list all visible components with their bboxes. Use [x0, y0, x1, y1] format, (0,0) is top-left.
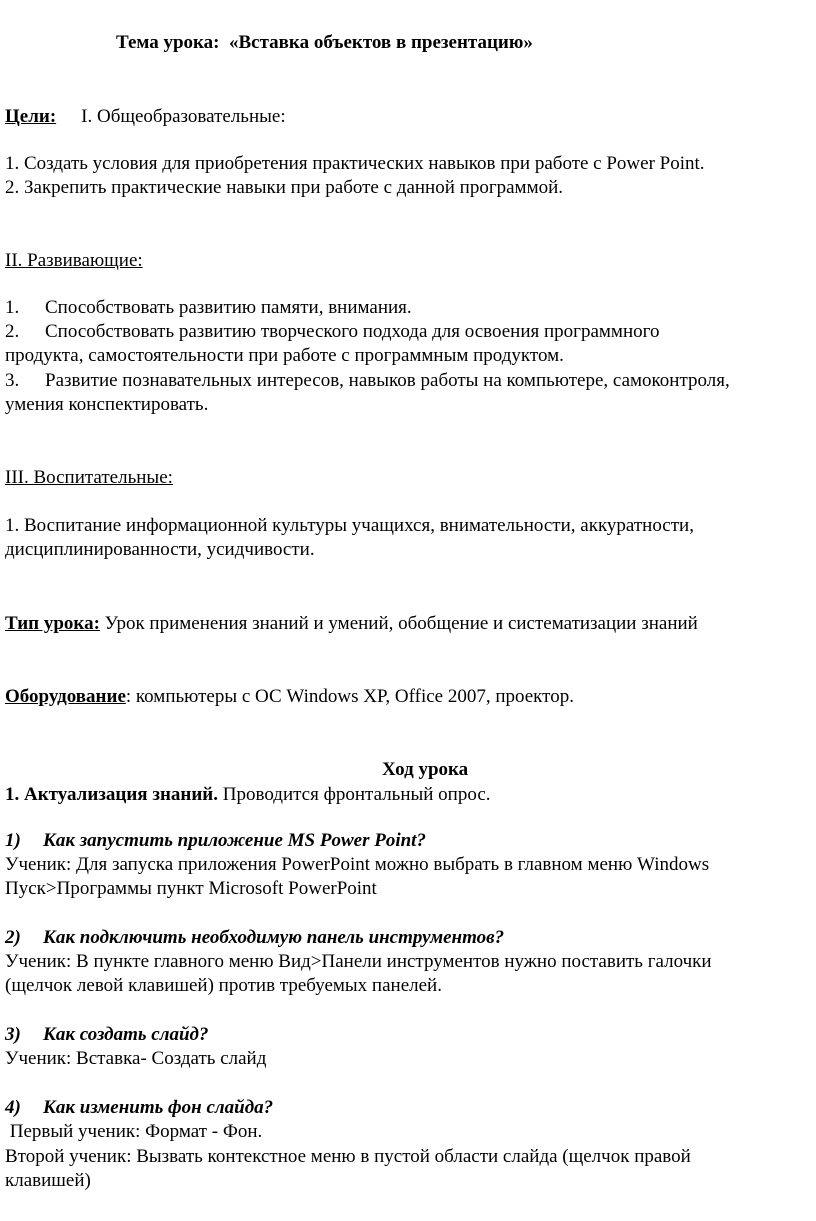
question-text: Как подключить необходимую панель инструментов?	[43, 927, 505, 948]
question-text: Как изменить фон слайда?	[43, 1097, 274, 1118]
section1-item: 1. Создать условия для приобретения практических навыков при работе с Power Point.	[5, 153, 705, 174]
equipment-value: : компьютеры с ОС Windows XP, Office 2007, проектор.	[125, 686, 574, 707]
course-heading: Ход урока	[382, 759, 469, 780]
step1-text: Проводится фронтальный опрос.	[222, 784, 491, 805]
item-text: Способствовать развитию памяти, внимания.	[45, 297, 412, 318]
question-number: 4)	[5, 1097, 21, 1118]
section3-heading: III. Воспитательные:	[5, 467, 173, 488]
item-text: Способствовать развитию творческого подхода для освоения программного	[45, 321, 660, 342]
question-number: 3)	[5, 1024, 21, 1045]
section3-line: 1. Воспитание информационной культуры учащихся, внимательности, аккуратности,	[5, 515, 694, 536]
lesson-type-label: Тип урока:	[5, 613, 100, 634]
item-text: Развитие познавательных интересов, навыков работы на компьютере, самоконтроля,	[45, 370, 730, 391]
section3-line: дисциплинированности, усидчивости.	[5, 539, 315, 560]
section2-item-cont: продукта, самостоятельности при работе с программным продуктом.	[5, 345, 564, 366]
goals-label: Цели:	[5, 106, 57, 127]
question-text: Как создать слайд?	[43, 1024, 209, 1045]
section2-item-cont: умения конспектировать.	[5, 394, 209, 415]
equipment-label: Оборудование	[5, 686, 126, 707]
question-number: 2)	[5, 927, 21, 948]
step1	[5, 783, 491, 807]
section2-heading: II. Развивающие:	[5, 250, 143, 271]
item-number: 3.	[5, 370, 20, 391]
question-number: 1)	[5, 830, 21, 851]
question	[5, 1096, 273, 1120]
section2-item	[5, 296, 412, 320]
answer-line: Второй ученик: Вызвать контекстное меню в пустой области слайда (щелчок правой	[5, 1146, 691, 1167]
question	[5, 926, 504, 950]
lesson-title	[116, 31, 533, 55]
title-value: «Вставка объектов в презентацию»	[229, 32, 533, 53]
title-label: Тема урока:	[116, 32, 220, 53]
lesson-type-value: Урок применения знаний и умений, обобщение и систематизации знаний	[104, 613, 698, 634]
step1-label: 1. Актуализация знаний.	[5, 784, 219, 805]
item-number: 2.	[5, 321, 20, 342]
answer-line: Пуск>Программы пункт Microsoft PowerPoint	[5, 878, 377, 899]
question	[5, 1023, 208, 1047]
section1-item: 2. Закрепить практические навыки при работе с данной программой.	[5, 177, 564, 198]
equipment	[5, 685, 574, 709]
answer-line: Ученик: Вставка- Создать слайд	[5, 1048, 267, 1069]
question	[5, 829, 426, 853]
section1-heading: I. Общеобразовательные:	[81, 106, 286, 127]
item-number: 1.	[5, 297, 20, 318]
answer-line: клавишей)	[5, 1170, 91, 1191]
question-text: Как запустить приложение MS Power Point?	[43, 830, 426, 851]
section2-item	[5, 369, 730, 393]
goals-header	[5, 105, 286, 129]
answer-line: Ученик: Для запуска приложения PowerPoint можно выбрать в главном меню Windows	[5, 854, 710, 875]
answer-line: (щелчок левой клавишей) против требуемых панелей.	[5, 975, 442, 996]
answer-line: Первый ученик: Формат - Фон.	[5, 1121, 263, 1142]
section2-item	[5, 320, 659, 344]
lesson-type	[5, 612, 698, 636]
answer-line: Ученик: В пункте главного меню Вид>Панели инструментов нужно поставить галочки	[5, 951, 712, 972]
